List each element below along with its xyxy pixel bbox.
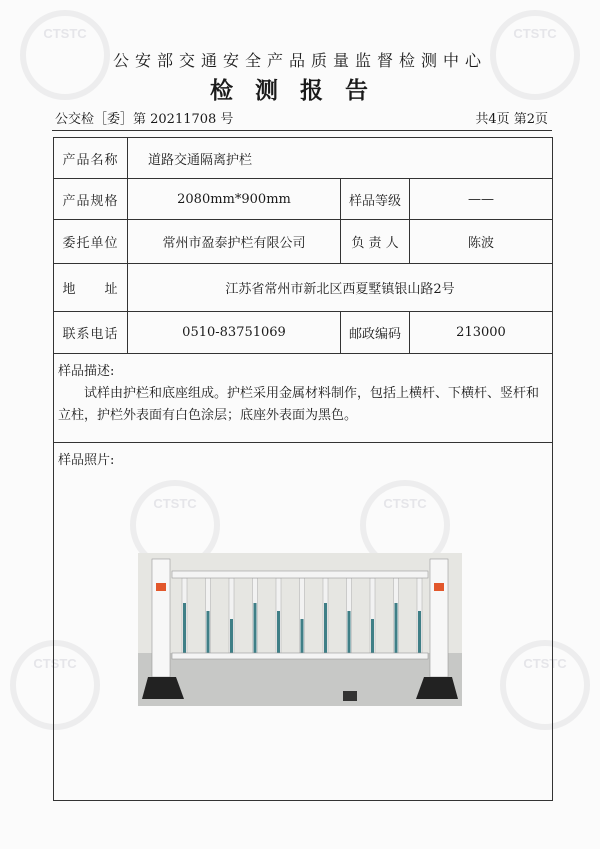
person-label: 负 责 人 — [341, 220, 410, 264]
header-rule — [52, 130, 552, 131]
client-value: 常州市盈泰护栏有限公司 — [128, 220, 341, 264]
address-label: 地 址 — [54, 264, 128, 312]
spec-value: 2080mm*900mm — [128, 179, 341, 220]
fence-bar-reflection — [183, 603, 186, 653]
fence-bar-reflection — [277, 611, 280, 653]
product-name-label: 产品名称 — [54, 138, 128, 179]
fence-bar-reflection — [324, 603, 327, 653]
address-value: 江苏省常州市新北区西夏墅镇银山路2号 — [128, 264, 553, 312]
watermark-seal: CTSTC — [360, 480, 450, 570]
sample-photo — [138, 553, 462, 706]
watermark-seal: CTSTC — [10, 640, 100, 730]
description-text: 试样由护栏和底座组成。护栏采用金属材料制作，包括上横杆、下横杆、竖杆和立柱，护栏外表面有白色涂层；底座外表面为黑色。 — [58, 386, 540, 423]
watermark-seal: CTSTC — [20, 10, 110, 100]
spec-label: 产品规格 — [54, 179, 128, 220]
client-label: 委托单位 — [54, 220, 128, 264]
fence-bar-reflection — [207, 611, 210, 653]
watermark-seal: CTSTC — [130, 480, 220, 570]
postcode-value: 213000 — [410, 312, 553, 354]
grade-value: —— — [410, 179, 553, 220]
fence-bar-reflection — [395, 603, 398, 653]
watermark-seal: CTSTC — [490, 10, 580, 100]
organization-name: 公安部交通安全产品质量监督检测中心 — [112, 51, 487, 70]
photo-label: 样品照片: — [58, 453, 115, 468]
watermark-seal: CTSTC — [500, 640, 590, 730]
postcode-label: 邮政编码 — [341, 312, 410, 354]
person-value: 陈波 — [410, 220, 553, 264]
fence-bar-reflection — [348, 611, 351, 653]
description-cell — [54, 354, 553, 443]
phone-label: 联系电话 — [54, 312, 128, 354]
report-title: 检测报告 — [210, 77, 390, 104]
fence-bar-reflection — [254, 603, 257, 653]
fence-bar-reflection — [418, 611, 421, 653]
product-name: 道路交通隔离护栏 — [128, 138, 553, 179]
fence-bar-reflection — [301, 619, 304, 653]
description-label: 样品描述: — [58, 364, 115, 379]
grade-label: 样品等级 — [341, 179, 410, 220]
report-number: 公交检［委］第 20211708 号 — [55, 112, 234, 127]
fence-bar-reflection — [230, 619, 233, 653]
fence-bar-reflection — [371, 619, 374, 653]
page-info: 共4页 第2页 — [475, 112, 548, 127]
phone-value: 0510-83751069 — [128, 312, 341, 354]
